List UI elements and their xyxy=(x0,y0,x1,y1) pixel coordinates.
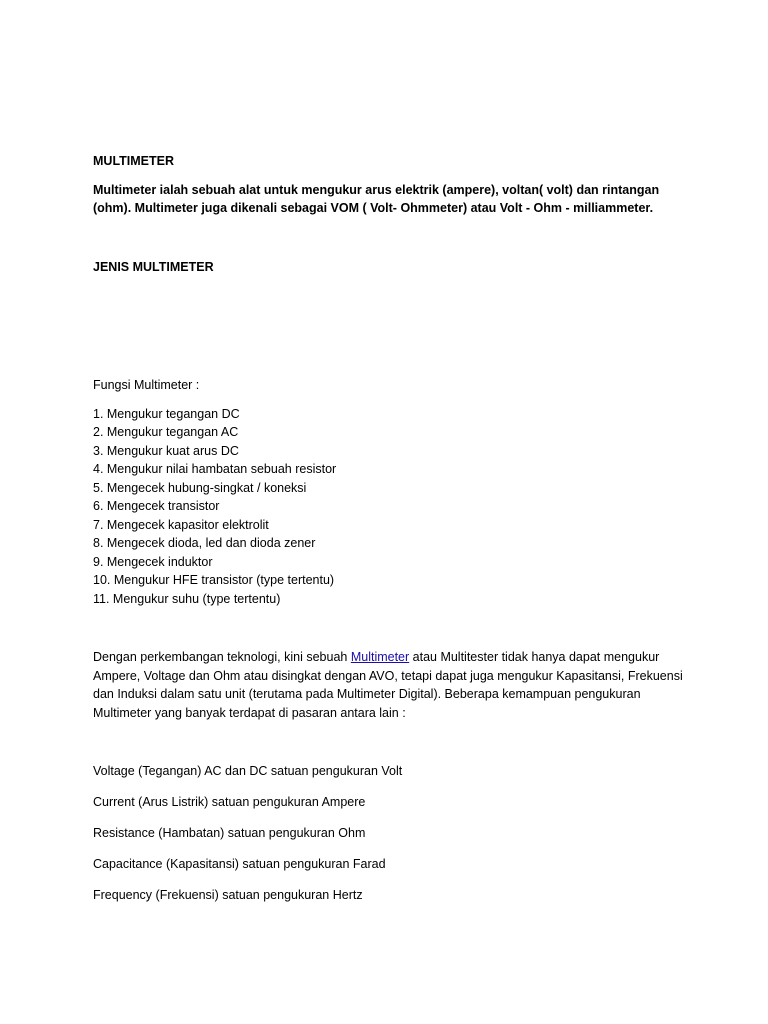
paragraph-text-after: atau Multitester tidak hanya dapat mengukur Ampere, Voltage dan Ohm atau disingkat dengan AVO, tetapi dapat juga mengukur Kapasitansi, Frekuensi dan Induksi dalam satu unit (terutama pada Multimeter Digital). Beberapa kemampuan pengukuran Multimeter yang banyak terdapat di pasaran antara lain : xyxy=(93,650,683,720)
list-item: Current (Arus Listrik) satuan pengukuran Ampere xyxy=(93,795,366,809)
list-item: 2. Mengukur tegangan AC xyxy=(93,425,239,439)
measurement-list xyxy=(93,762,693,905)
intro-paragraph: Multimeter ialah sebuah alat untuk mengukur arus elektrik (ampere), voltan( volt) dan rintangan (ohm). Multimeter juga dikenali sebagai VOM ( Volt- Ohmmeter) atau Volt - Ohm - milliammeter. xyxy=(93,182,660,215)
list-item: Resistance (Hambatan) satuan pengukuran Ohm xyxy=(93,826,366,840)
list-item: 11. Mengukur suhu (type tertentu) xyxy=(93,591,281,606)
description-paragraph xyxy=(93,648,693,722)
list-item: 3. Mengukur kuat arus DC xyxy=(93,443,239,458)
list-item: Voltage (Tegangan) AC dan DC satuan pengukuran Volt xyxy=(93,764,403,778)
list-item: 10. Mengukur HFE transistor (type tertentu) xyxy=(93,573,335,587)
multimeter-link[interactable]: Multimeter xyxy=(350,650,410,664)
list-item: 9. Mengecek induktor xyxy=(93,554,213,569)
paragraph-text-before: Dengan perkembangan teknologi, kini sebuah xyxy=(93,650,351,664)
list-item: 7. Mengecek kapasitor elektrolit xyxy=(93,517,269,532)
list-item: 1. Mengukur tegangan DC xyxy=(93,406,240,421)
document-content xyxy=(93,152,693,917)
fungsi-list xyxy=(93,405,693,609)
fungsi-heading: Fungsi Multimeter : xyxy=(93,378,200,392)
list-item: Capacitance (Kapasitansi) satuan pengukuran Farad xyxy=(93,857,386,871)
page-title: MULTIMETER xyxy=(93,154,175,168)
list-item: Frequency (Frekuensi) satuan pengukuran Hertz xyxy=(93,888,363,902)
list-item: 6. Mengecek transistor xyxy=(93,499,220,513)
list-item: 5. Mengecek hubung-singkat / koneksi xyxy=(93,480,307,495)
list-item: 4. Mengukur nilai hambatan sebuah resistor xyxy=(93,462,337,476)
list-item: 8. Mengecek dioda, led dan dioda zener xyxy=(93,536,316,550)
jenis-heading: JENIS MULTIMETER xyxy=(93,259,214,274)
